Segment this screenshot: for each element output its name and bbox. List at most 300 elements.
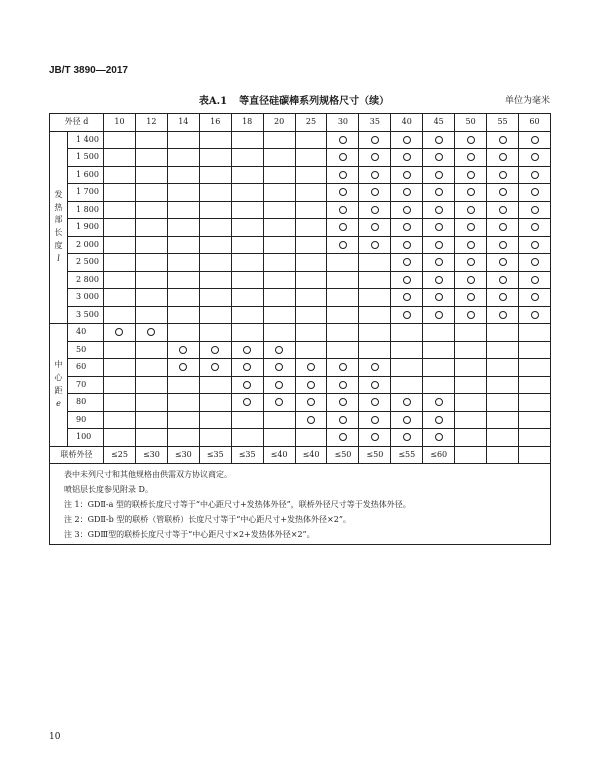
availability-circle-icon: [115, 328, 123, 336]
spec-cell: [135, 359, 167, 377]
spec-cell: [455, 149, 487, 167]
bridge-value: ≤30: [167, 446, 199, 464]
spec-cell: [423, 394, 455, 412]
spec-cell: [295, 289, 327, 307]
spec-cell: [455, 376, 487, 394]
spec-cell: [199, 236, 231, 254]
spec-cell: [391, 429, 423, 447]
spec-cell: [423, 429, 455, 447]
spec-cell: [199, 131, 231, 149]
spec-cell: [104, 341, 136, 359]
group-label-char: e: [56, 398, 61, 408]
spec-cell: [167, 429, 199, 447]
spec-cell: [519, 429, 551, 447]
availability-circle-icon: [307, 363, 315, 371]
spec-cell: [231, 359, 263, 377]
spec-cell: [519, 131, 551, 149]
availability-circle-icon: [403, 311, 411, 319]
availability-circle-icon: [403, 433, 411, 441]
spec-cell: [135, 236, 167, 254]
bridge-value: ≤35: [231, 446, 263, 464]
availability-circle-icon: [307, 398, 315, 406]
availability-circle-icon: [531, 153, 539, 161]
table-row: [50, 394, 551, 412]
spec-cell: [199, 219, 231, 237]
spec-cell: [455, 271, 487, 289]
availability-circle-icon: [307, 381, 315, 389]
availability-circle-icon: [531, 206, 539, 214]
spec-cell: [391, 411, 423, 429]
spec-cell: [391, 341, 423, 359]
spec-cell: [391, 166, 423, 184]
spec-cell: [487, 306, 519, 324]
availability-circle-icon: [275, 363, 283, 371]
spec-cell: [455, 166, 487, 184]
spec-cell: [231, 376, 263, 394]
availability-circle-icon: [179, 363, 187, 371]
availability-circle-icon: [435, 171, 443, 179]
table-row: [50, 359, 551, 377]
availability-circle-icon: [435, 241, 443, 249]
note-line: 喷铝层长度参见附录 D。: [64, 485, 153, 494]
spec-cell: [167, 341, 199, 359]
spec-cell: [231, 271, 263, 289]
spec-cell: [359, 341, 391, 359]
availability-circle-icon: [371, 433, 379, 441]
availability-circle-icon: [339, 136, 347, 144]
spec-cell: [167, 201, 199, 219]
spec-cell: [359, 411, 391, 429]
spec-cell: [167, 306, 199, 324]
spec-cell: [263, 324, 295, 342]
bridge-value: ≤35: [199, 446, 231, 464]
spec-cell: [327, 324, 359, 342]
spec-cell: [327, 289, 359, 307]
availability-circle-icon: [499, 293, 507, 301]
spec-cell: [455, 254, 487, 272]
availability-circle-icon: [531, 276, 539, 284]
spec-cell: [391, 306, 423, 324]
spec-cell: [199, 289, 231, 307]
spec-cell: [519, 166, 551, 184]
spec-cell: [167, 131, 199, 149]
availability-circle-icon: [467, 206, 475, 214]
bridge-value: [455, 446, 487, 464]
note-line: 表中未列尺寸和其他规格由供需双方协议商定。: [64, 470, 232, 479]
availability-circle-icon: [339, 171, 347, 179]
row-label: 3 000: [68, 289, 104, 307]
diameter-header: 45: [423, 114, 455, 132]
availability-circle-icon: [339, 416, 347, 424]
note-line: 注 1：GDⅡ-a 型的联桥长度尺寸等于“中心距尺寸+发热体外径”，联桥外径尺寸等于发热体外径。: [64, 500, 411, 509]
spec-cell: [327, 394, 359, 412]
row-label: 80: [68, 394, 104, 412]
availability-circle-icon: [467, 311, 475, 319]
spec-cell: [487, 376, 519, 394]
spec-cell: [135, 271, 167, 289]
spec-cell: [167, 376, 199, 394]
table-caption: [170, 92, 430, 107]
spec-cell: [487, 184, 519, 202]
diameter-header: 55: [487, 114, 519, 132]
spec-cell: [487, 324, 519, 342]
table-row: [50, 411, 551, 429]
spec-cell: [135, 289, 167, 307]
availability-circle-icon: [243, 346, 251, 354]
spec-cell: [391, 236, 423, 254]
spec-cell: [231, 341, 263, 359]
spec-cell: [135, 306, 167, 324]
row-label: 100: [68, 429, 104, 447]
page-number: 10: [49, 732, 61, 742]
availability-circle-icon: [371, 416, 379, 424]
spec-cell: [135, 219, 167, 237]
group-label-char: l: [57, 253, 60, 263]
spec-cell: [295, 359, 327, 377]
unit-note: 单位为毫米: [504, 96, 550, 106]
spec-cell: [231, 149, 263, 167]
availability-circle-icon: [467, 293, 475, 301]
spec-cell: [423, 359, 455, 377]
diameter-header: 50: [455, 114, 487, 132]
spec-cell: [327, 271, 359, 289]
spec-cell: [104, 324, 136, 342]
availability-circle-icon: [211, 363, 219, 371]
availability-circle-icon: [467, 171, 475, 179]
group-label-char: 距: [54, 385, 63, 395]
row-label: 90: [68, 411, 104, 429]
spec-cell: [104, 394, 136, 412]
spec-cell: [231, 219, 263, 237]
availability-circle-icon: [467, 153, 475, 161]
spec-cell: [167, 271, 199, 289]
bridge-value: ≤50: [327, 446, 359, 464]
availability-circle-icon: [243, 398, 251, 406]
spec-cell: [104, 289, 136, 307]
availability-circle-icon: [307, 416, 315, 424]
spec-cell: [519, 184, 551, 202]
row-label: 50: [68, 341, 104, 359]
spec-cell: [455, 219, 487, 237]
spec-cell: [487, 429, 519, 447]
spec-cell: [231, 306, 263, 324]
availability-circle-icon: [435, 188, 443, 196]
row-label: 2 000: [68, 236, 104, 254]
spec-cell: [295, 254, 327, 272]
spec-cell: [263, 236, 295, 254]
availability-circle-icon: [531, 171, 539, 179]
table-row: [50, 254, 551, 272]
spec-cell: [327, 201, 359, 219]
availability-circle-icon: [499, 241, 507, 249]
spec-cell: [231, 254, 263, 272]
availability-circle-icon: [403, 188, 411, 196]
spec-cell: [423, 236, 455, 254]
availability-circle-icon: [243, 381, 251, 389]
header-row: [50, 114, 551, 132]
diameter-header: 20: [263, 114, 295, 132]
availability-circle-icon: [371, 363, 379, 371]
spec-cell: [327, 254, 359, 272]
spec-cell: [199, 271, 231, 289]
spec-cell: [487, 341, 519, 359]
spec-cell: [231, 131, 263, 149]
table-row: [50, 324, 551, 342]
spec-cell: [423, 411, 455, 429]
spec-cell: [199, 149, 231, 167]
spec-cell: [455, 201, 487, 219]
standard-number: JB/T 3890—2017: [49, 65, 128, 76]
spec-cell: [519, 219, 551, 237]
spec-cell: [167, 411, 199, 429]
note-line: 注 3：GDⅢ型的联桥长度尺寸等于“中心距尺寸×2+发热体外径×2”。: [64, 530, 315, 539]
availability-circle-icon: [339, 153, 347, 161]
spec-cell: [295, 219, 327, 237]
availability-circle-icon: [499, 136, 507, 144]
spec-cell: [423, 201, 455, 219]
availability-circle-icon: [531, 311, 539, 319]
spec-cell: [263, 376, 295, 394]
table-row: [50, 429, 551, 447]
spec-cell: [231, 201, 263, 219]
spec-cell: [135, 254, 167, 272]
availability-circle-icon: [179, 346, 187, 354]
spec-cell: [199, 254, 231, 272]
spec-cell: [423, 254, 455, 272]
spec-cell: [167, 324, 199, 342]
spec-cell: [135, 166, 167, 184]
spec-cell: [519, 149, 551, 167]
availability-circle-icon: [275, 346, 283, 354]
spec-cell: [327, 341, 359, 359]
spec-cell: [391, 394, 423, 412]
spec-cell: [519, 289, 551, 307]
spec-cell: [231, 289, 263, 307]
spec-cell: [231, 394, 263, 412]
spec-cell: [455, 341, 487, 359]
spec-cell: [167, 219, 199, 237]
availability-circle-icon: [403, 276, 411, 284]
spec-cell: [391, 184, 423, 202]
spec-cell: [263, 149, 295, 167]
row-label: 1 900: [68, 219, 104, 237]
spec-cell: [263, 219, 295, 237]
group-label-char: 发: [54, 189, 63, 199]
table-row: [50, 201, 551, 219]
availability-circle-icon: [243, 363, 251, 371]
availability-circle-icon: [403, 153, 411, 161]
spec-cell: [199, 166, 231, 184]
spec-cell: [104, 306, 136, 324]
spec-cell: [295, 131, 327, 149]
spec-cell: [519, 359, 551, 377]
spec-cell: [263, 254, 295, 272]
availability-circle-icon: [403, 416, 411, 424]
table-row: [50, 166, 551, 184]
spec-cell: [104, 184, 136, 202]
table-row: [50, 236, 551, 254]
group-label-char: 热: [54, 202, 63, 212]
spec-cell: [199, 341, 231, 359]
availability-circle-icon: [403, 293, 411, 301]
spec-cell: [327, 359, 359, 377]
spec-cell: [167, 289, 199, 307]
spec-cell: [167, 236, 199, 254]
availability-circle-icon: [339, 381, 347, 389]
spec-cell: [295, 201, 327, 219]
row-label: 1 700: [68, 184, 104, 202]
spec-cell: [519, 376, 551, 394]
spec-cell: [167, 149, 199, 167]
row-label: 2 800: [68, 271, 104, 289]
diameter-header: 14: [167, 114, 199, 132]
note-line: 注 2：GDⅡ-b 型的联桥（管联桥）长度尺寸等于“中心距尺寸+发热体外径×2”。: [64, 515, 351, 524]
spec-cell: [391, 149, 423, 167]
notes-row: [50, 464, 551, 545]
availability-circle-icon: [403, 258, 411, 266]
spec-cell: [135, 376, 167, 394]
availability-circle-icon: [371, 241, 379, 249]
spec-cell: [263, 341, 295, 359]
availability-circle-icon: [435, 276, 443, 284]
availability-circle-icon: [147, 328, 155, 336]
table-row: [50, 289, 551, 307]
spec-cell: [359, 201, 391, 219]
spec-cell: [391, 271, 423, 289]
availability-circle-icon: [499, 311, 507, 319]
availability-circle-icon: [211, 346, 219, 354]
availability-circle-icon: [435, 416, 443, 424]
spec-cell: [263, 394, 295, 412]
availability-circle-icon: [435, 293, 443, 301]
availability-circle-icon: [403, 398, 411, 406]
spec-table: [49, 113, 551, 545]
spec-cell: [423, 306, 455, 324]
spec-cell: [295, 184, 327, 202]
availability-circle-icon: [371, 171, 379, 179]
spec-cell: [359, 324, 391, 342]
availability-circle-icon: [371, 206, 379, 214]
spec-cell: [487, 201, 519, 219]
spec-cell: [295, 394, 327, 412]
row-label: 1 600: [68, 166, 104, 184]
spec-cell: [359, 149, 391, 167]
bridge-value: ≤40: [295, 446, 327, 464]
spec-cell: [167, 359, 199, 377]
group-label-char: 部: [54, 215, 63, 225]
spec-cell: [263, 289, 295, 307]
availability-circle-icon: [531, 241, 539, 249]
spec-cell: [359, 254, 391, 272]
spec-cell: [135, 394, 167, 412]
diameter-header: 40: [391, 114, 423, 132]
spec-cell: [487, 271, 519, 289]
spec-cell: [135, 411, 167, 429]
spec-cell: [327, 306, 359, 324]
spec-cell: [455, 236, 487, 254]
availability-circle-icon: [339, 433, 347, 441]
spec-cell: [167, 166, 199, 184]
spec-cell: [167, 394, 199, 412]
diameter-header: 25: [295, 114, 327, 132]
spec-cell: [487, 394, 519, 412]
diameter-header: 18: [231, 114, 263, 132]
spec-cell: [295, 429, 327, 447]
spec-cell: [135, 429, 167, 447]
spec-cell: [104, 166, 136, 184]
spec-cell: [263, 429, 295, 447]
spec-cell: [231, 411, 263, 429]
spec-cell: [104, 359, 136, 377]
spec-cell: [199, 429, 231, 447]
spec-cell: [104, 236, 136, 254]
spec-cell: [295, 236, 327, 254]
availability-circle-icon: [499, 171, 507, 179]
availability-circle-icon: [499, 153, 507, 161]
availability-circle-icon: [467, 241, 475, 249]
spec-cell: [359, 429, 391, 447]
spec-cell: [359, 166, 391, 184]
spec-cell: [295, 324, 327, 342]
spec-cell: [263, 184, 295, 202]
bridge-row: [50, 446, 551, 464]
spec-cell: [487, 254, 519, 272]
row-label: 2 500: [68, 254, 104, 272]
bridge-value: ≤30: [135, 446, 167, 464]
spec-cell: [423, 271, 455, 289]
spec-cell: [327, 166, 359, 184]
spec-cell: [391, 359, 423, 377]
availability-circle-icon: [339, 206, 347, 214]
spec-cell: [327, 149, 359, 167]
spec-cell: [104, 201, 136, 219]
availability-circle-icon: [499, 206, 507, 214]
availability-circle-icon: [339, 223, 347, 231]
availability-circle-icon: [531, 258, 539, 266]
spec-cell: [295, 411, 327, 429]
availability-circle-icon: [435, 398, 443, 406]
diameter-header: 60: [519, 114, 551, 132]
spec-cell: [263, 411, 295, 429]
spec-cell: [199, 394, 231, 412]
availability-circle-icon: [435, 136, 443, 144]
availability-circle-icon: [435, 311, 443, 319]
availability-circle-icon: [403, 136, 411, 144]
spec-cell: [391, 131, 423, 149]
availability-circle-icon: [275, 381, 283, 389]
spec-cell: [135, 184, 167, 202]
spec-cell: [359, 236, 391, 254]
heating-length-label: [50, 131, 68, 324]
spec-cell: [263, 201, 295, 219]
outer-diameter-label: 外径 d: [50, 114, 104, 132]
spec-cell: [519, 324, 551, 342]
spec-cell: [295, 376, 327, 394]
spec-cell: [231, 166, 263, 184]
table-notes: [50, 464, 551, 545]
availability-circle-icon: [339, 363, 347, 371]
spec-cell: [327, 411, 359, 429]
spec-cell: [135, 149, 167, 167]
spec-cell: [199, 201, 231, 219]
spec-cell: [263, 131, 295, 149]
spec-cell: [135, 324, 167, 342]
diameter-header: 35: [359, 114, 391, 132]
spec-cell: [423, 219, 455, 237]
availability-circle-icon: [531, 136, 539, 144]
spec-cell: [295, 149, 327, 167]
spec-cell: [295, 166, 327, 184]
